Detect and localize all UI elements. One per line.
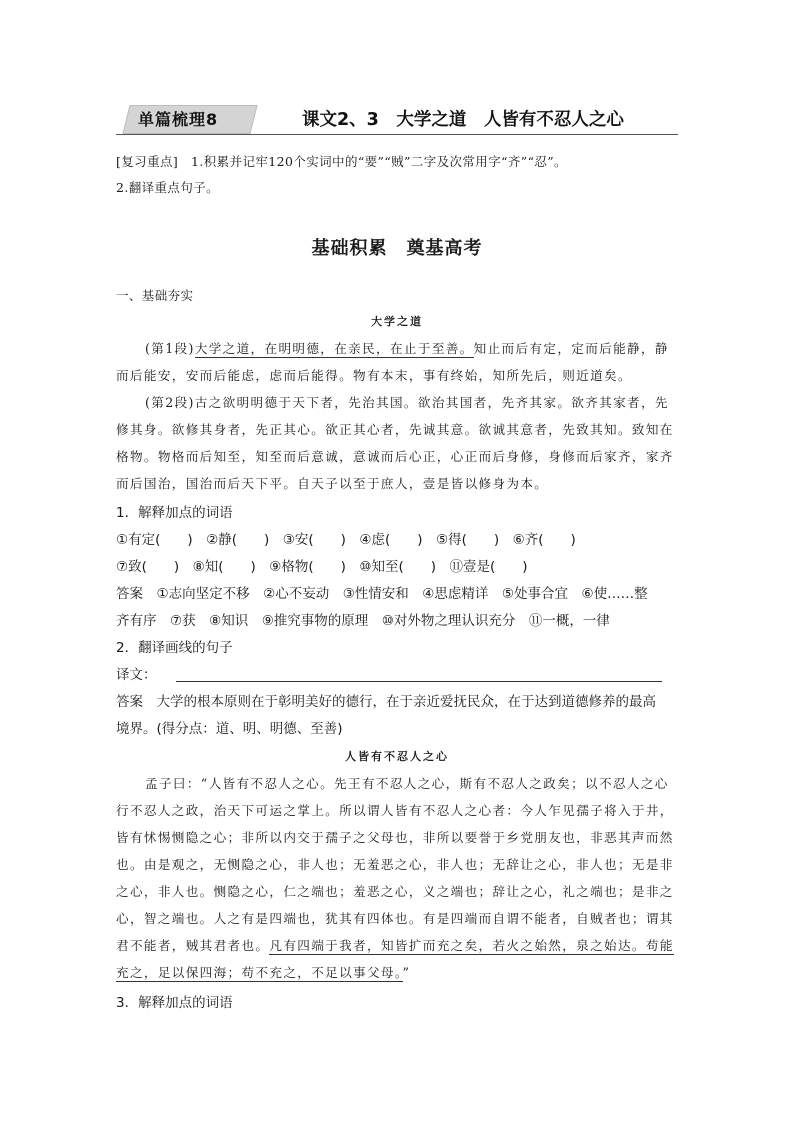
text1-p1-line1 [145,338,669,357]
text1-p1-rest: 知止而后有定，定而后能静，静 [473,341,669,356]
text1-p1-line2: 而后能安，安而后能虑，虑而后能得。物有本末，事有终始，知所先后，则近道矣。 [116,368,632,383]
q1-answer-line1: 答案 ①志向坚定不移 ②心不妄动 ③性情安和 ④思虑精详 ⑤处事合宜 ⑥使……整 [116,586,648,602]
text2-line7-start: 君不能者，贼其君者也。 [116,938,270,953]
header-tag: 单篇梳理8 [138,110,219,129]
q1-heading: 1．解释加点的词语 [116,505,233,521]
q2-answer-line1: 答案 大学的根本原则在于彰明美好的德行，在于亲近爱抚民众，在于达到道德修养的最高 [116,694,656,710]
text2-title: 人皆有不忍人之心 [345,750,449,763]
text1-p2-line2: 修其身。欲修其身者，先正其心。欲正其心者，先诚其意。欲诚其意者，先致其知。致知在 [116,422,674,437]
text2-line3: 皆有怵惕恻隐之心；非所以内交于孺子之父母也，非所以要誉于乡党朋友也，非恶其声而然 [116,830,674,845]
text2-line4: 也。由是观之，无恻隐之心，非人也；无羞恶之心，非人也；无辞让之心，非人也；无是非 [116,857,674,872]
text2-line5: 之心，非人也。恻隐之心，仁之端也；羞恶之心，义之端也；辞让之心，礼之端也；是非之 [116,884,674,899]
q1-answer-line2: 齐有序 ⑦获 ⑧知识 ⑨推究事物的原理 ⑩对外物之理认识充分 ⑪一概，一律 [116,613,610,629]
text2-underlined-sentence-b: 充之，足以保四海；苟不充之，不足以事父母。 [116,965,403,980]
text1-p2-line3: 格物。物格而后知至，知至而后意诚，意诚而后心正，心正而后身修，身修而后家齐，家齐 [116,449,674,464]
text1-title: 大学之道 [371,315,423,328]
text1-p2-line4: 而后国治，国治而后天下平。自天子以至于庶人，壹是皆以修身为本。 [116,476,549,491]
text1-p2-line1: (第2段)古之欲明明德于天下者，先治其国。欲治其国者，先齐其家。欲齐其家者，先 [145,395,669,410]
q1-blanks-row1: ①有定( ) ②静( ) ③安( ) ④虑( ) ⑤得( ) ⑥齐( ) [116,532,576,548]
q2-translation-label: 译文： [116,667,157,683]
q1-blanks-row2: ⑦致( ) ⑧知( ) ⑨格物( ) ⑩知至( ) ⑪壹是( ) [116,559,528,575]
text2-line8 [116,962,410,981]
section-title: 基础积累 奠基高考 [311,238,483,259]
part1-heading: 一、基础夯实 [116,288,194,303]
q2-answer-line2: 境界。(得分点：道、明、明德、至善) [116,721,343,737]
text2-line7 [116,935,674,954]
text2-line1: 孟子曰：“人皆有不忍人之心。先王有不忍人之心，斯有不忍人之政矣；以不忍人之心 [145,776,669,791]
text2-underlined-sentence-a: 凡有四端于我者，知皆扩而充之矣，若火之始然，泉之始达。苟能 [269,938,674,953]
lesson-title: 课文2、3 大学之道 人皆有不忍人之心 [302,110,624,130]
text2-closing-quote: ” [402,965,411,980]
text2-line6: 心，智之端也。人之有是四端也，犹其有四体也。有是四端而自谓不能者，自贼者也；谓其 [116,911,674,926]
text1-p1-label: (第1段) [145,341,195,356]
header-rule [116,134,678,135]
text1-underlined-sentence: 大学之道，在明明德，在亲民，在止于至善。 [194,341,474,356]
header-band [116,101,678,135]
review-line-1: [复习重点] 1.积累并记牢120个实词中的“要”“贼”二字及次常用字“齐”“忍”。 [116,154,567,169]
q2-heading: 2．翻译画线的句子 [116,640,233,656]
text2-line2: 行不忍人之政，治天下可运之掌上。所以谓人皆有不忍人之心者：今人乍见孺子将入于井， [116,803,674,818]
q2-answer-blank[interactable] [176,681,662,682]
q3-heading: 3．解释加点的词语 [116,995,233,1011]
review-line-2: 2.翻译重点句子。 [116,180,220,195]
